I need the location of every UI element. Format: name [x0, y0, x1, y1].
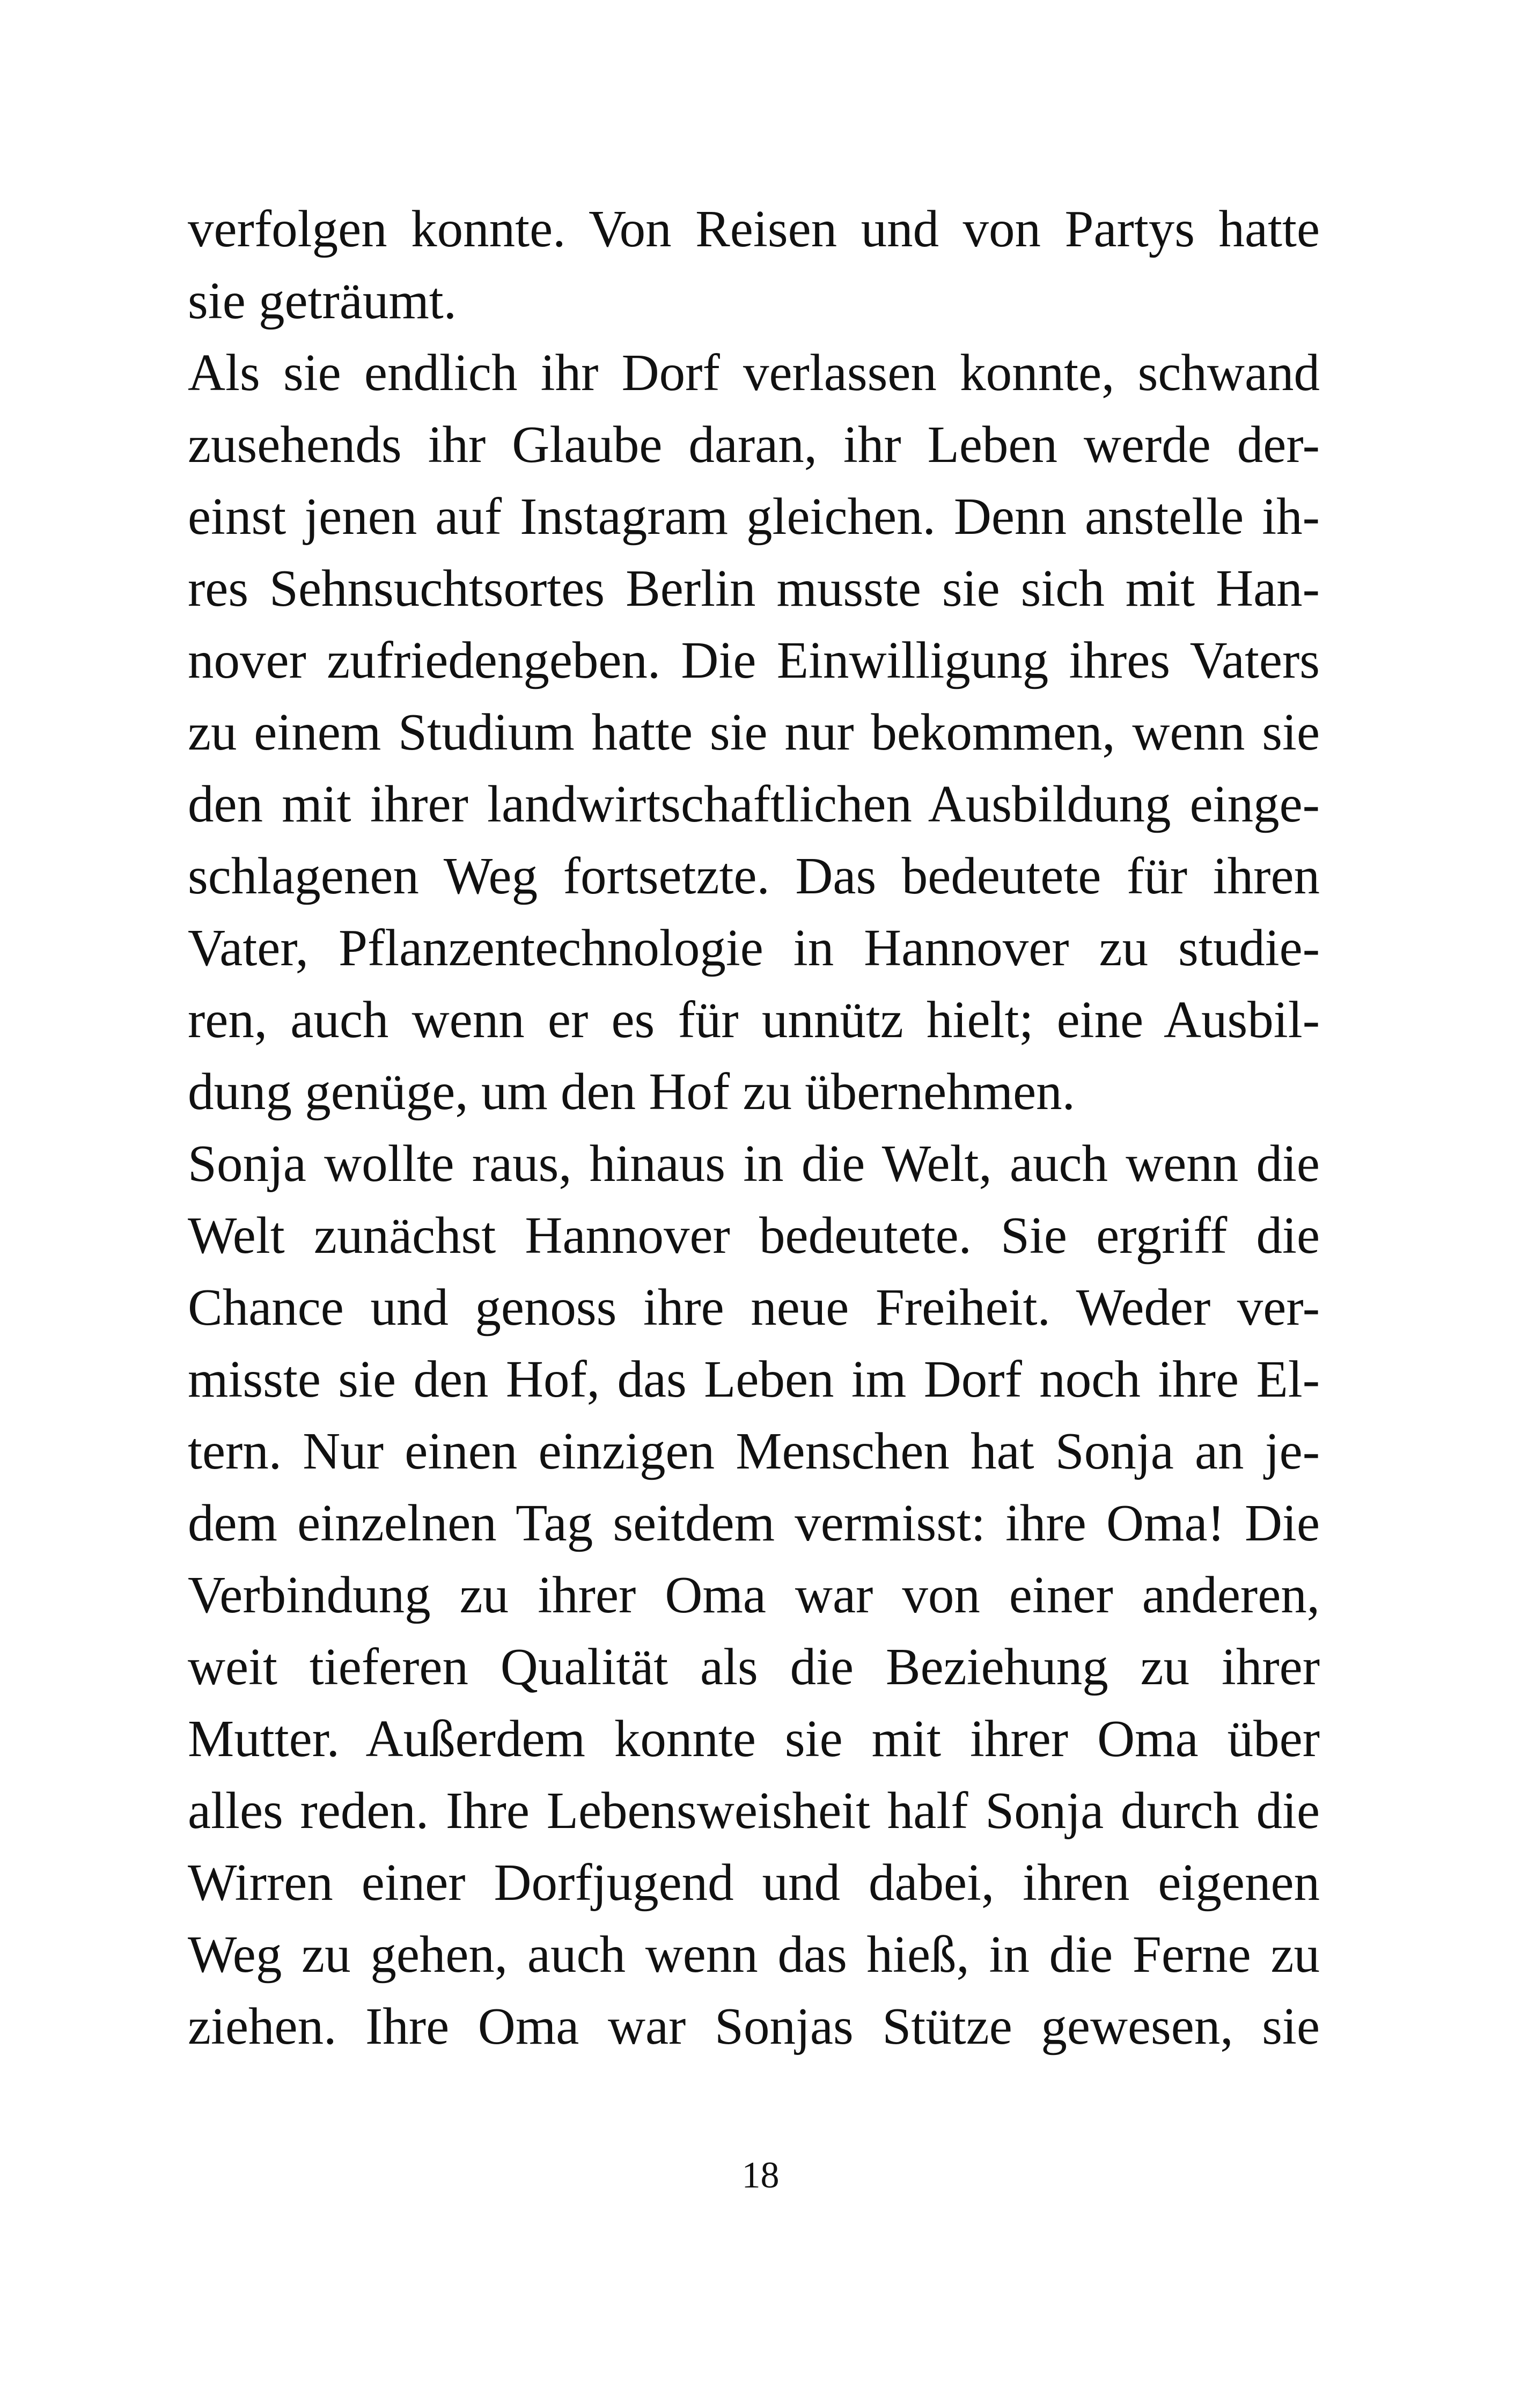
text-line: tern. Nur einen einzigen Menschen hat Sonja an je-: [188, 1422, 1320, 1480]
text-line: weit tieferen Qualität als die Beziehung zu ihrer: [188, 1638, 1320, 1695]
text-line: zu einem Studium hatte sie nur bekommen, wenn sie: [188, 703, 1320, 761]
text-line: zusehends ihr Glaube daran, ihr Leben werde der-: [188, 416, 1320, 473]
text-line: Als sie endlich ihr Dorf verlassen konnte, schwand: [188, 344, 1320, 401]
text-line: ren, auch wenn er es für unnütz hielt; eine Ausbil-: [188, 991, 1320, 1048]
text-line: ziehen. Ihre Oma war Sonjas Stütze gewesen, sie: [188, 1998, 1320, 2055]
text-line: Mutter. Außerdem konnte sie mit ihrer Oma über: [188, 1710, 1320, 1767]
body-text: [188, 193, 1320, 2062]
text-line: Verbindung zu ihrer Oma war von einer anderen,: [188, 1566, 1320, 1624]
text-line: den mit ihrer landwirtschaftlichen Ausbildung einge-: [188, 775, 1320, 833]
text-line: misste sie den Hof, das Leben im Dorf noch ihre El-: [188, 1350, 1320, 1408]
text-line: res Sehnsuchtsortes Berlin musste sie sich mit Han-: [188, 560, 1320, 617]
text-line: einst jenen auf Instagram gleichen. Denn anstelle ih-: [188, 488, 1320, 545]
text-line: alles reden. Ihre Lebensweisheit half Sonja durch die: [188, 1782, 1320, 1839]
text-line: Vater, Pflanzentechnologie in Hannover zu studie-: [188, 919, 1320, 977]
text-line: Welt zunächst Hannover bedeutete. Sie ergriff die: [188, 1207, 1320, 1264]
text-line: sie geträumt.: [188, 272, 457, 329]
text-line: Sonja wollte raus, hinaus in die Welt, auch wenn die: [188, 1135, 1320, 1192]
text-line: Chance und genoss ihre neue Freiheit. Weder ver-: [188, 1279, 1320, 1336]
page-number: 18: [741, 2155, 780, 2196]
text-line: verfolgen konnte. Von Reisen und von Partys hatte: [188, 200, 1320, 258]
text-line: dung genüge, um den Hof zu übernehmen.: [188, 1063, 1075, 1120]
text-line: Wirren einer Dorfjugend und dabei, ihren eigenen: [188, 1854, 1320, 1911]
text-line: Weg zu gehen, auch wenn das hieß, in die Ferne zu: [188, 1926, 1320, 1983]
text-line: schlagenen Weg fortsetzte. Das bedeutete für ihren: [188, 847, 1320, 905]
text-line: nover zufriedengeben. Die Einwilligung ihres Vaters: [188, 632, 1320, 689]
text-line: dem einzelnen Tag seitdem vermisst: ihre Oma! Die: [188, 1494, 1320, 1552]
